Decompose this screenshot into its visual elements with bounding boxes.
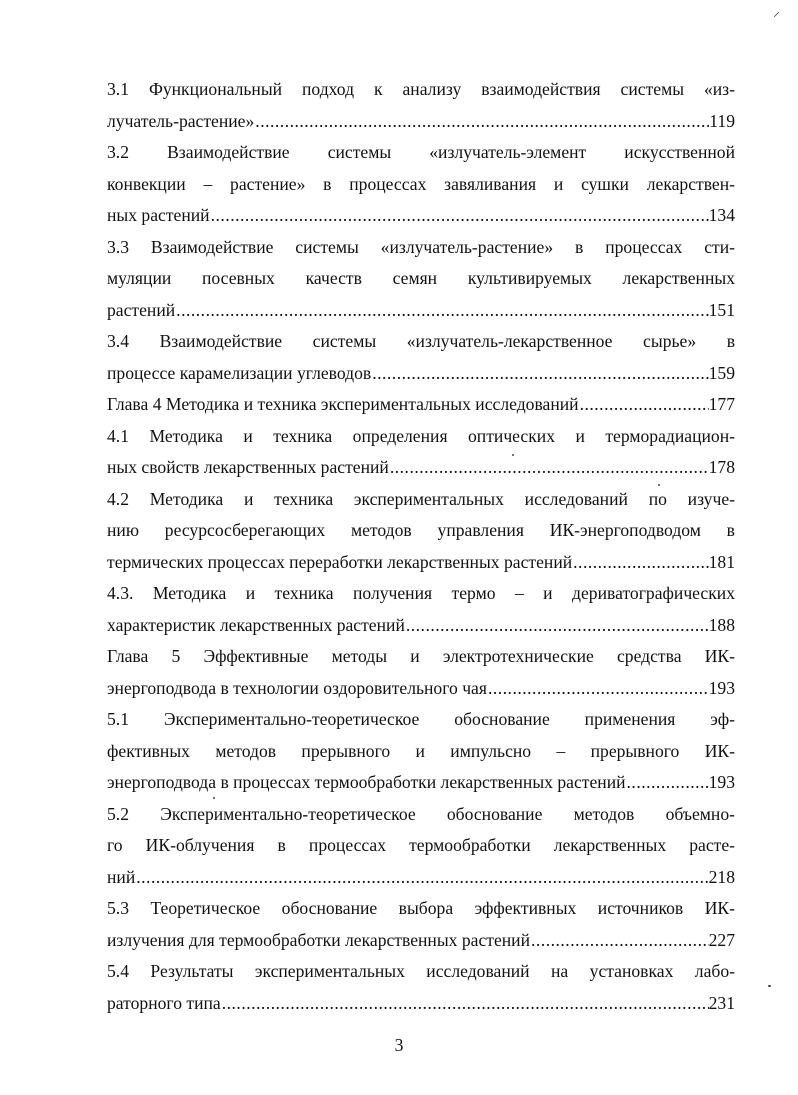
- toc-page-number: 134: [708, 205, 735, 225]
- toc-line: 4.3. Методика и техника получения термо – и дериватографических: [107, 583, 735, 603]
- dot-leader: [572, 547, 708, 579]
- toc-entry-text: лучатель-растение»: [107, 110, 255, 131]
- toc-line: 3.3 Взаимодействие системы «излучатель-растение» в процессах сти-: [107, 236, 735, 257]
- dot-leader: [175, 295, 708, 327]
- toc-page-number: 193: [708, 772, 735, 792]
- toc-line: 3.1 Функциональный подход к анализу взаимодействия системы «из-: [107, 79, 735, 99]
- toc-entry-end: [107, 200, 735, 232]
- dot-leader: [626, 767, 709, 799]
- toc-entry-text: энергоподвода в процессах термообработки лекарственных растений: [107, 772, 626, 792]
- scan-mark-icon: ⸝: [773, 4, 780, 20]
- scan-speck: [512, 454, 514, 456]
- toc-line: 5.1 Экспериментально-теоретическое обоснование применения эф-: [107, 709, 735, 729]
- toc-page-number: 227: [708, 929, 735, 950]
- toc-line: 3.2 Взаимодействие системы «излучатель-элемент искусственной: [107, 142, 735, 162]
- toc-entry-end: [107, 547, 735, 579]
- toc-page-number: 231: [708, 992, 735, 1013]
- toc-entry-text: излучения для термообработки лекарственных растений: [107, 929, 531, 950]
- toc-entry-text: термических процессах переработки лекарственных растений: [107, 551, 573, 572]
- toc-entry-text: ний: [107, 866, 136, 887]
- dot-leader: [371, 358, 708, 390]
- toc-entry-end: [107, 767, 735, 799]
- toc-entry-text: ных свойств лекарственных растений: [107, 457, 389, 477]
- page-number: 3: [394, 1035, 404, 1055]
- toc-page-number: 218: [708, 866, 735, 887]
- toc-line: 5.2 Экспериментально-теоретическое обоснование методов объемно-: [107, 803, 735, 824]
- toc-entry-text: растений: [107, 299, 176, 320]
- toc-line: фективных методов прерывного и импульсно – прерывного ИК-: [107, 740, 735, 761]
- toc-entry-end: [107, 389, 735, 421]
- toc-entry-end: [107, 673, 735, 705]
- toc-entry-end: [107, 988, 735, 1020]
- toc-line: Глава 5 Эффективные методы и электротехнические средства ИК-: [107, 646, 735, 666]
- scan-speck: [768, 985, 771, 987]
- toc-page-number: 177: [708, 394, 735, 414]
- scan-speck: [658, 484, 660, 486]
- toc-entry-end: [107, 106, 735, 138]
- toc-entry-text: характеристик лекарственных растений: [107, 614, 405, 635]
- dot-leader: [221, 988, 709, 1020]
- toc-entry-end: [107, 452, 735, 484]
- toc-line: конвекции – растение» в процессах завяливания и сушки лекарствен-: [107, 173, 735, 194]
- toc-entry-text: процессе карамелизации углеводов: [107, 362, 372, 383]
- dot-leader: [530, 925, 709, 957]
- toc-line: го ИК-облучения в процессах термообработки лекарственных расте-: [107, 835, 735, 855]
- dot-leader: [405, 610, 709, 642]
- toc-line: 3.4 Взаимодействие системы «излучатель-лекарственное сырье» в: [107, 331, 735, 351]
- dot-leader: [254, 106, 709, 138]
- toc-line: 5.3 Теоретическое обоснование выбора эффективных источников ИК-: [107, 898, 735, 918]
- toc-page-number: 193: [708, 677, 735, 698]
- toc-entry-text: энергоподвода в технологии оздоровительного чая: [107, 677, 487, 698]
- toc-line: нию ресурсосберегающих методов управления ИК-энергоподводом в: [107, 520, 735, 540]
- dot-leader: [389, 452, 709, 484]
- dot-leader: [487, 673, 709, 705]
- toc-page-number: 151: [708, 299, 735, 320]
- toc-page-number: 188: [708, 614, 735, 635]
- toc-line: 5.4 Результаты экспериментальных исследований на установках лабо-: [107, 961, 735, 981]
- toc-line: 4.1 Методика и техника определения оптических и терморадиацион-: [107, 425, 735, 446]
- toc-entry-end: [107, 610, 735, 642]
- toc-entry-end: [107, 295, 735, 327]
- scan-speck: [213, 797, 215, 799]
- dot-leader: [135, 862, 708, 894]
- toc-entry-end: [107, 862, 735, 894]
- toc-page-number: 159: [708, 362, 735, 383]
- toc-entry-text: ных растений: [107, 205, 210, 225]
- toc-page-number: 178: [708, 457, 735, 477]
- toc-line: 4.2 Методика и техника экспериментальных исследований по изуче-: [107, 488, 735, 509]
- toc-page-number: 181: [708, 551, 735, 572]
- table-of-contents: [107, 74, 735, 1019]
- dot-leader: [210, 200, 709, 232]
- dot-leader: [579, 389, 709, 421]
- toc-page-number: 119: [709, 110, 735, 131]
- toc-line: муляции посевных качеств семян культивируемых лекарственных: [107, 268, 735, 288]
- toc-entry-end: [107, 358, 735, 390]
- toc-entry-text: Глава 4 Методика и техника экспериментальных исследований: [107, 394, 579, 414]
- toc-entry-text: раторного типа: [107, 992, 221, 1013]
- toc-entry-end: [107, 925, 735, 957]
